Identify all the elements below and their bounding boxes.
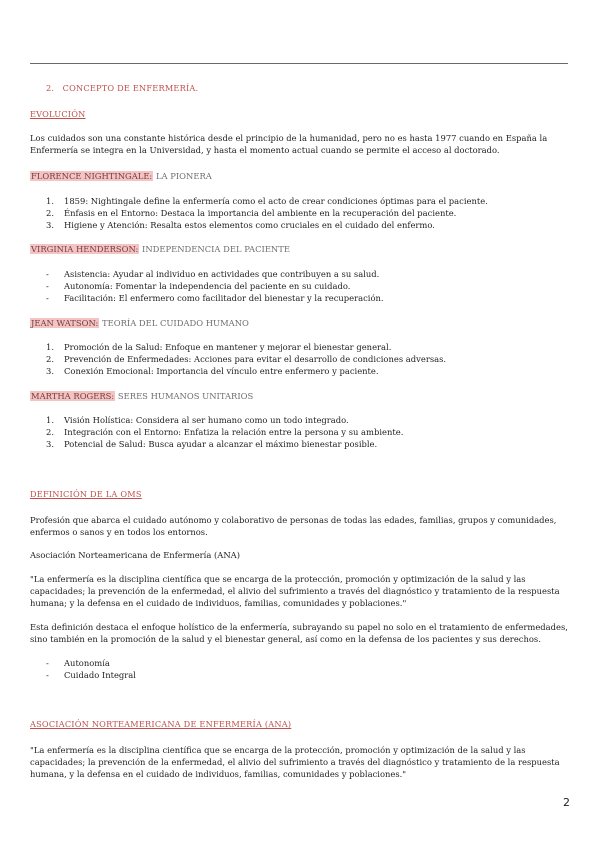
list-marker: 3. bbox=[46, 366, 54, 376]
list-marker: 2. bbox=[46, 427, 54, 437]
list-item: Autonomía bbox=[64, 658, 110, 668]
oms-label: DEFINICIÓN DE LA OMS bbox=[30, 489, 142, 499]
list-marker: - bbox=[46, 670, 49, 680]
list-item: Promoción de la Salud: Enfoque en mantener y mejorar el bienestar general. bbox=[64, 342, 392, 352]
chapter-number: 2. bbox=[46, 83, 55, 93]
chapter-title: CONCEPTO DE ENFERMERÍA. bbox=[62, 83, 199, 93]
page-number: 2 bbox=[563, 796, 570, 809]
list-item: Asistencia: Ayudar al individuo en actividades que contribuyen a su salud. bbox=[64, 269, 380, 279]
list-item: Énfasis en el Entorno: Destaca la importancia del ambiente en la recuperación del paciente. bbox=[64, 208, 457, 218]
list-marker: 2. bbox=[46, 354, 54, 364]
list-item: Higiene y Atención: Resalta estos elementos como cruciales en el cuidado del enfermo. bbox=[64, 220, 435, 230]
chapter-heading bbox=[46, 82, 198, 94]
theorist-name: FLORENCE NIGHTINGALE: bbox=[31, 171, 153, 181]
list-marker: 3. bbox=[46, 220, 54, 230]
theorist-name: MARTHA ROGERS: bbox=[31, 391, 115, 401]
list-item: 1859: Nightingale define la enfermería como el acto de crear condiciones óptimas para el paciente. bbox=[64, 196, 488, 206]
theorist-header-henderson bbox=[30, 243, 290, 255]
list-marker: 1. bbox=[46, 342, 54, 352]
ana-section-label: ASOCIACIÓN NORTEAMERICANA DE ENFERMERÍA (ANA) bbox=[30, 719, 292, 729]
list-item: Integración con el Entorno: Enfatiza la relación entre la persona y su ambiente. bbox=[64, 427, 404, 437]
list-marker: - bbox=[46, 281, 49, 291]
theorist-name: VIRGINIA HENDERSON: bbox=[31, 244, 139, 254]
list-item: Conexión Emocional: Importancia del vínculo entre enfermero y paciente. bbox=[64, 366, 379, 376]
ana-quote: "La enfermería es la disciplina científica que se encarga de la protección, promoción y optimización de la salud y las capacidades; la prevención de la enfermedad, el alivio del sufrimiento a través del diagnóstico y tratamiento de la respuesta humana; y la defensa en el cuidado de individuos, familias, comunidades y poblaciones." bbox=[30, 574, 560, 608]
evolucion-paragraph: Los cuidados son una constante histórica desde el principio de la humanidad, pero no es hasta 1977 cuando en España la Enfermería se integra en la Universidad, y hasta el momento actual cuando se permite el acceso al doctorado. bbox=[30, 133, 548, 155]
theorist-subtitle: LA PIONERA bbox=[155, 171, 212, 181]
theorist-subtitle: SERES HUMANOS UNITARIOS bbox=[117, 391, 254, 401]
evolucion-label: EVOLUCIÓN bbox=[30, 109, 86, 119]
list-marker: - bbox=[46, 293, 49, 303]
list-marker: 2. bbox=[46, 208, 54, 218]
theorist-subtitle: INDEPENDENCIA DEL PACIENTE bbox=[142, 244, 290, 254]
list-item: Potencial de Salud: Busca ayudar a alcanzar el máximo bienestar posible. bbox=[64, 439, 378, 449]
list-item: Facilitación: El enfermero como facilitador del bienestar y la recuperación. bbox=[64, 293, 384, 303]
theorist-header-watson bbox=[30, 317, 249, 329]
list-item: Visión Holística: Considera al ser humano como un todo integrado. bbox=[64, 415, 349, 425]
list-marker: - bbox=[46, 658, 49, 668]
ana-title: Asociación Norteamericana de Enfermería (ANA) bbox=[30, 550, 240, 560]
list-marker: 3. bbox=[46, 439, 54, 449]
ana-commentary: Esta definición destaca el enfoque holístico de la enfermería, subrayando su papel no solo en el tratamiento de enfermedades, sino también en la promoción de la salud y el bienestar general, así como en la defensa de los pacientes y sus derechos. bbox=[30, 622, 568, 644]
theorist-name: JEAN WATSON: bbox=[31, 318, 99, 328]
list-item: Cuidado Integral bbox=[64, 670, 136, 680]
list-marker: 1. bbox=[46, 196, 54, 206]
theorist-subtitle: TEORÍA DEL CUIDADO HUMANO bbox=[102, 318, 249, 328]
theorist-header-nightingale bbox=[30, 170, 212, 182]
theorist-header-rogers bbox=[30, 390, 253, 402]
list-marker: - bbox=[46, 269, 49, 279]
oms-paragraph: Profesión que abarca el cuidado autónomo y colaborativo de personas de todas las edades, familias, grupos y comunidades, enfermos o sanos y en todos los entornos. bbox=[30, 515, 557, 537]
top-rule bbox=[30, 63, 568, 64]
ana-section-quote: "La enfermería es la disciplina científica que se encarga de la protección, promoción y optimización de la salud y las capacidades; la prevención de la enfermedad, el alivio del sufrimiento a través del diagnóstico y tratamiento de la respuesta humana, y la defensa en el cuidado de individuos, familias, comunidades y poblaciones." bbox=[30, 745, 560, 779]
list-item: Autonomía: Fomentar la independencia del paciente en su cuidado. bbox=[64, 281, 351, 291]
list-item: Prevención de Enfermedades: Acciones para evitar el desarrollo de condiciones adversas. bbox=[64, 354, 447, 364]
list-marker: 1. bbox=[46, 415, 54, 425]
